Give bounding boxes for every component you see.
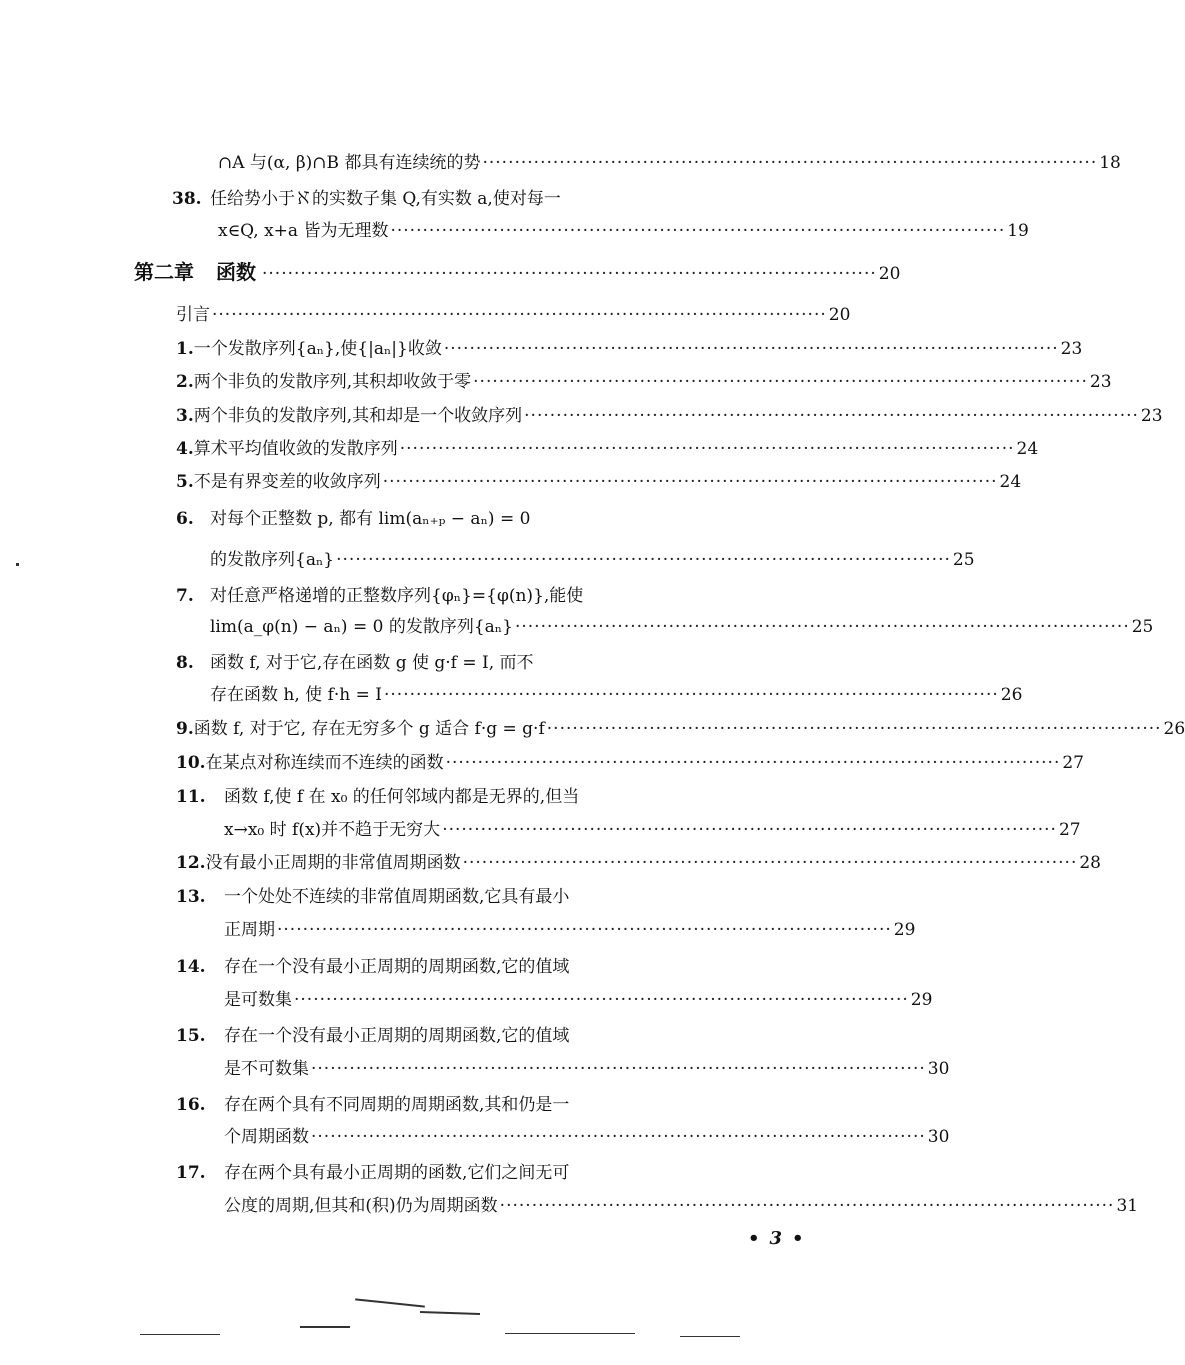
dot-leader: ································································································ [514,617,1130,637]
toc-entry [176,648,822,673]
toc-entry [176,504,822,529]
scan-artifact [680,1336,740,1337]
toc-entry-text: 引言 [176,305,210,325]
dot-leader: ································································································ [277,920,892,940]
toc-entry-number: 7. [176,586,194,606]
toc-entry-text: 在某点对称连续而不连续的函数 [205,753,444,773]
toc-entry-text: 对任意严格递增的正整数序列{φₙ}={φ(n)},能使 [210,586,584,606]
toc-entry [224,815,1081,840]
toc-entry-text: x→x₀ 时 f(x)并不趋于无穷大 [224,820,441,840]
toc-entry-number: 10. [176,753,206,773]
toc-entry-text: 一个处处不连续的非常值周期函数,它具有最小 [224,887,570,907]
chapter-title: 函数 [216,260,256,284]
toc-entry [176,334,1083,359]
dot-leader: ································································································ [473,372,1088,392]
toc-entry-number: 11. [176,787,206,807]
toc-entry-number: 15. [176,1026,206,1046]
toc-entry [176,952,822,977]
toc-entry [224,1122,950,1147]
toc-entry-page: 23 [1140,406,1163,426]
toc-entry-text: 存在两个具有不同周期的周期函数,其和仍是一 [224,1095,570,1115]
toc-entry-text: 一个发散序列{aₙ},使{|aₙ|}收敛 [193,339,442,359]
toc-entry-page: 23 [1089,372,1112,392]
toc-entry-text: 算术平均值收敛的发散序列 [193,439,398,459]
toc-entry [176,714,1185,739]
toc-entry [176,748,1084,773]
toc-entry-page: 28 [1079,853,1101,873]
toc-entry-text: 公度的周期,但其和(积)仍为周期函数 [224,1196,498,1216]
toc-entry [218,216,1029,241]
toc-entry [210,545,975,570]
toc-entry-page: 24 [1016,439,1039,459]
toc-entry [176,1158,822,1183]
dot-leader: ································································································ [383,685,999,705]
scan-artifact [300,1326,350,1328]
toc-entry-text: 存在函数 h, 使 f·h = I [210,685,382,705]
toc-entry-page: 29 [910,990,933,1010]
toc-entry-page: 26 [1000,685,1023,705]
toc-entry [224,915,916,940]
toc-entry-number: 6. [176,509,194,529]
chapter-page: 20 [878,264,901,284]
toc-entry-text: x∈Q, x+a 皆为无理数 [218,221,389,241]
toc-entry-text: 没有最小正周期的非常值周期函数 [205,853,461,873]
toc-entry-text: 对每个正整数 p, 都有 lim(aₙ₊ₚ − aₙ) = 0 [210,509,531,529]
toc-entry-text: 的发散序列{aₙ} [210,550,335,570]
dot-leader: ································································································ [399,439,1015,459]
toc-entry [176,1090,822,1115]
scan-artifact [355,1298,425,1307]
dot-leader: ································································································ [382,472,998,492]
toc-entry-text: 存在一个没有最小正周期的周期函数,它的值域 [224,957,570,977]
toc-entry-number: 17. [176,1163,206,1183]
toc-entry-text: 存在一个没有最小正周期的周期函数,它的值域 [224,1026,570,1046]
toc-entry [176,300,851,325]
toc-entry-page: 29 [893,920,916,940]
toc-entry-page: 27 [1058,820,1081,840]
toc-entry-number: 2. [176,372,194,392]
toc-entry-number: 3. [176,406,194,426]
toc-entry-text: 是可数集 [224,990,292,1010]
toc-entry [176,848,1101,873]
toc-entry-text: ∩A 与(α, β)∩B 都具有连续统的势 [218,153,481,173]
toc-entry [224,985,933,1010]
toc-entry-page: 31 [1116,1196,1139,1216]
toc-entry-page: 26 [1163,719,1185,739]
toc-entry-text: 函数 f, 对于它,存在函数 g 使 g·f = I, 而不 [210,653,534,673]
toc-entry-text: 是不可数集 [224,1059,309,1079]
toc-entry-page: 18 [1099,153,1121,173]
toc-entry [176,434,1039,459]
toc-entry [176,467,1022,492]
toc-entry [176,367,1112,392]
toc-entry-number: 9. [176,719,194,739]
scan-artifact [420,1311,480,1315]
toc-entry-page: 25 [1131,617,1154,637]
toc-entry-number: 8. [176,653,194,673]
dot-leader: ································································································ [445,753,1061,773]
dot-leader: ································································································ [311,1059,926,1079]
toc-entry-number: 12. [176,853,206,873]
dot-leader: ································································································ [390,221,1006,241]
dot-leader: ································································································ [462,853,1078,873]
toc-entry-text: 两个非负的发散序列,其积却收敛于零 [193,372,472,392]
toc-entry-text: 个周期函数 [224,1127,309,1147]
toc-entry [218,148,1121,173]
dot-leader: ································································································ [499,1196,1115,1216]
toc-entry [210,680,1023,705]
dot-leader: ································································································ [482,153,1098,173]
dot-leader: ································································································ [294,990,909,1010]
toc-entry-text: 任给势小于ℵ的实数子集 Q,有实数 a,使对每一 [210,189,561,209]
toc-entry-text: 正周期 [224,920,275,940]
dot-leader: ································································································ [212,305,827,325]
toc-entry-page: 30 [927,1059,950,1079]
toc-entry-number: 38. [172,189,202,209]
dot-leader: ································································································ [262,264,877,284]
page-number [738,1228,814,1249]
toc-entry-page: 19 [1007,221,1029,241]
toc-entry-page: 30 [927,1127,950,1147]
scan-artifact [16,563,19,566]
toc-entry-page: 23 [1060,339,1083,359]
dot-leader: ································································································ [546,719,1162,739]
dot-leader: ································································································ [311,1127,926,1147]
toc-entry [210,612,1154,637]
dot-leader: ································································································ [442,820,1057,840]
toc-entry-text: 函数 f,使 f 在 x₀ 的任何邻域内都是无界的,但当 [224,787,580,807]
toc-entry-number: 16. [176,1095,206,1115]
bullet: • [748,1228,760,1249]
toc-entry-text: 存在两个具有最小正周期的函数,它们之间无可 [224,1163,570,1183]
toc-entry-text: 两个非负的发散序列,其和却是一个收敛序列 [193,406,523,426]
toc-entry [224,1191,1139,1216]
scan-artifact [505,1333,635,1334]
toc-entry [172,184,822,209]
scan-artifact [140,1334,220,1335]
toc-entry-page: 20 [828,305,851,325]
toc-entry-number: 1. [176,339,194,359]
toc-entry [176,401,1163,426]
chapter-heading [134,256,901,285]
dot-leader: ································································································ [443,339,1059,359]
toc-entry-number: 13. [176,887,206,907]
toc-entry-page: 27 [1062,753,1084,773]
toc-entry [176,882,822,907]
bullet: • [792,1228,804,1249]
dot-leader: ································································································ [336,550,951,570]
toc-entry-number: 5. [176,472,194,492]
toc-entry-number: 4. [176,439,194,459]
toc-entry-text: 函数 f, 对于它, 存在无穷多个 g 适合 f·g = g·f [193,719,545,739]
toc-entry-page: 24 [999,472,1022,492]
page-number-value: 3 [769,1228,783,1249]
dot-leader: ································································································ [524,406,1139,426]
toc-entry-text: 不是有界变差的收敛序列 [193,472,381,492]
chapter-label: 第二章 [134,260,194,284]
toc-entry [176,782,822,807]
toc-entry [224,1054,950,1079]
toc-entry-page: 25 [952,550,975,570]
toc-entry-number: 14. [176,957,206,977]
toc-entry-text: lim(a_φ(n) − aₙ) = 0 的发散序列{aₙ} [210,617,513,637]
toc-entry [176,581,822,606]
toc-entry [176,1021,822,1046]
